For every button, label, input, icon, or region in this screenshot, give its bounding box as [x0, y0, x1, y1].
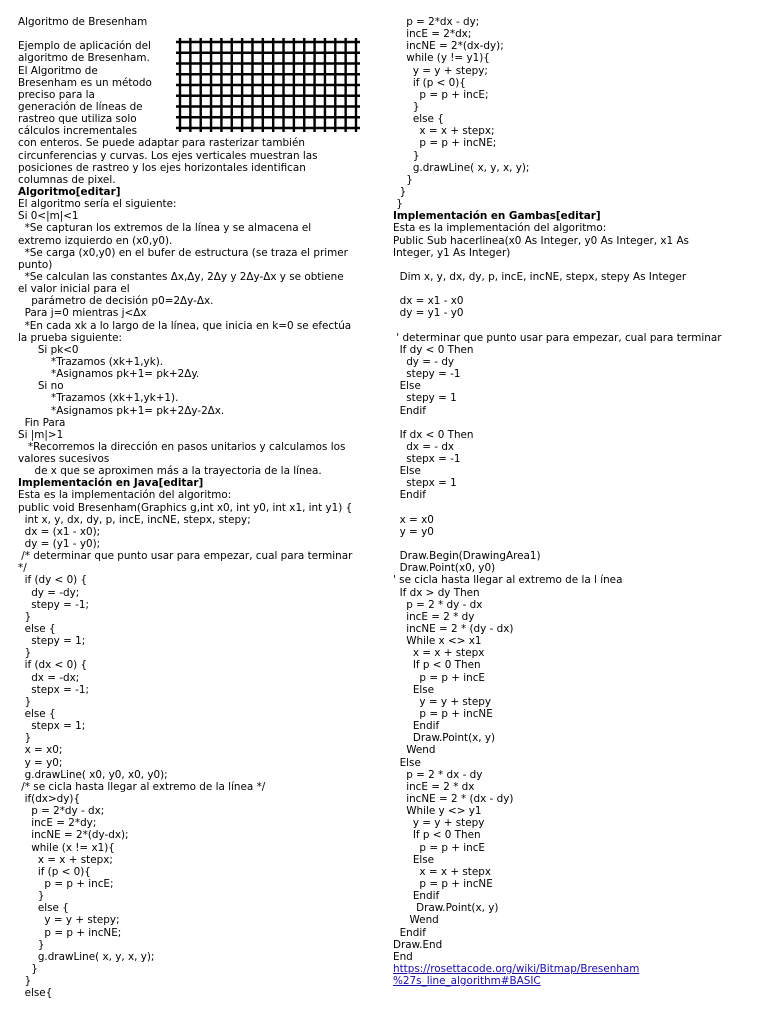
text-line: algoritmo de Bresenham. — [18, 52, 150, 65]
text-line: } — [393, 198, 403, 211]
text-line: } — [393, 185, 407, 198]
text-line: stepy = -1 — [393, 368, 461, 381]
text-line: incNE = 2 * (dx - dy) — [393, 793, 514, 805]
text-line: Else — [393, 465, 421, 478]
text-line: If p < 0 Then — [393, 829, 481, 842]
text-line: generación de líneas de — [18, 100, 143, 113]
text-line: p = p + incE; — [18, 877, 114, 890]
text-line: } — [393, 149, 420, 162]
text-line: dx = (x1 - x0); — [18, 525, 101, 538]
text-line: while (x != x1){ — [18, 841, 115, 854]
text-line: public void Bresenham(Graphics g,int x0, int y0, int x1, int y1) { — [18, 501, 353, 514]
text-line: posiciones de rastreo y los ejes horizontales identifican — [18, 161, 306, 174]
text-line: End — [393, 950, 413, 963]
text-line: Draw.Point(x, y) — [393, 732, 496, 745]
text-line: } — [18, 962, 38, 975]
text-line: rastreo que utiliza solo — [18, 113, 137, 126]
text-line: else { — [18, 902, 69, 915]
text-line: else { — [393, 113, 444, 126]
text-line: dy = y1 - y0 — [393, 307, 464, 320]
text-line: de x que se aproximen más a la trayectoria de la línea. — [18, 465, 322, 478]
text-line: If dx < 0 Then — [393, 428, 474, 441]
text-line: } — [18, 610, 32, 623]
text-line: Algoritmo de Bresenham — [18, 16, 148, 28]
text-line: incE = 2 * dx — [393, 780, 475, 793]
text-line: stepy = -1; — [18, 598, 90, 611]
text-line: dy = (y1 - y0); — [18, 538, 101, 551]
text-line: x = x0 — [393, 513, 434, 526]
text-line: ' determinar que punto usar para empezar, cual para terminar — [393, 331, 722, 344]
text-line — [393, 259, 745, 271]
text-line: dy = -dy; — [18, 586, 80, 599]
text-line: p = 2 * dx - dy — [393, 768, 483, 781]
text-line: stepy = 1; — [18, 635, 86, 648]
raster-grid-image — [176, 38, 360, 132]
text-line: Draw.Begin(DrawingArea1) — [393, 550, 541, 563]
text-line: Si 0<|m|<1 — [18, 210, 79, 223]
section-heading: Implementación en Java[editar] — [18, 477, 204, 490]
text-line: Endif — [393, 489, 426, 502]
left-column — [18, 16, 376, 999]
text-line: } — [18, 975, 32, 988]
text-line: y = y0; — [18, 756, 63, 769]
text-line: x = x + stepx — [393, 647, 485, 660]
text-line: p = p + incE; — [393, 88, 489, 101]
text-line: El Algoritmo de — [18, 64, 98, 77]
text-line: } — [393, 100, 420, 113]
text-line: While x <> x1 — [393, 635, 482, 648]
text-line: dx = x1 - x0 — [393, 295, 464, 308]
text-line: cálculos incrementales — [18, 125, 138, 138]
text-line: Draw.End — [393, 938, 443, 951]
text-line: g.drawLine( x0, y0, x0, y0); — [18, 768, 168, 781]
text-line: x = x + stepx; — [393, 125, 495, 138]
text-line: Para j=0 mientras j<Δx — [18, 307, 147, 320]
text-line: If p < 0 Then — [393, 659, 481, 672]
text-line: If dx > dy Then — [393, 586, 480, 599]
text-line: *Se carga (x0,y0) en el bufer de estructura (se traza el primer — [18, 246, 348, 259]
text-line: if (dx < 0) { — [18, 659, 88, 672]
text-line: p = 2 * dy - dx — [393, 598, 483, 611]
text-line: g.drawLine( x, y, x, y); — [18, 950, 155, 963]
text-line: y = y + stepy; — [18, 914, 120, 927]
text-line: if(dx>dy){ — [18, 793, 81, 805]
text-line: la prueba siguiente: — [18, 331, 122, 344]
text-line: Bresenham es un método — [18, 76, 152, 89]
text-line: y = y + stepy; — [393, 64, 488, 77]
text-line: p = p + incNE — [393, 708, 493, 721]
text-line: } — [18, 732, 32, 745]
text-line: Esta es la implementación del algoritmo: — [18, 489, 232, 502]
text-line: el valor inicial para el — [18, 283, 130, 296]
text-line: con enteros. Se puede adaptar para rasterizar también — [18, 137, 305, 150]
reference-link[interactable]: https://rosettacode.org/wiki/Bitmap/Bresenham — [393, 962, 640, 975]
text-line: */ — [18, 562, 27, 575]
text-line: Endif — [393, 926, 426, 939]
right-column — [393, 16, 745, 987]
text-line: y = y + stepy — [393, 695, 491, 708]
text-line — [393, 320, 745, 332]
text-line: Draw.Point(x0, y0) — [393, 562, 496, 575]
text-line: valores sucesivos — [18, 453, 110, 466]
text-line: stepx = 1; — [18, 720, 86, 733]
text-line: y = y + stepy — [393, 817, 485, 830]
text-line: Endif — [393, 404, 426, 417]
text-line: x = x + stepx; — [18, 853, 113, 866]
text-line: p = p + incE — [393, 841, 485, 854]
text-line: else{ — [18, 987, 53, 1000]
text-line: incE = 2 * dy — [393, 610, 475, 623]
text-line: incNE = 2*(dy-dx); — [18, 829, 129, 842]
text-line: if (p < 0){ — [393, 76, 466, 89]
text-line: El algoritmo sería el siguiente: — [18, 198, 177, 211]
text-line: Fin Para — [18, 416, 66, 429]
text-line: Else — [393, 756, 421, 769]
text-line: *Trazamos (xk+1,yk+1). — [18, 392, 179, 405]
text-line: Dim x, y, dx, dy, p, incE, incNE, stepx, stepy As Integer — [393, 270, 687, 283]
text-line: if (p < 0){ — [18, 865, 91, 878]
text-line: else { — [18, 708, 56, 721]
text-line: /* se cicla hasta llegar al extremo de la línea */ — [18, 780, 266, 793]
text-line: Endif — [393, 890, 440, 903]
text-line: Endif — [393, 720, 440, 733]
text-line: parámetro de decisión p0=2Δy-Δx. — [18, 295, 214, 308]
text-line: stepx = -1 — [393, 453, 461, 466]
text-line: punto) — [18, 258, 53, 271]
text-line: *Recorremos la dirección en pasos unitarios y calculamos los — [18, 440, 346, 453]
reference-link[interactable]: %27s_line_algorithm#BASIC — [393, 975, 541, 988]
text-line: Else — [393, 380, 421, 393]
text-line: else { — [18, 623, 56, 636]
text-line: } — [18, 695, 32, 708]
text-line: int x, y, dx, dy, p, incE, incNE, stepx, stepy; — [18, 513, 251, 526]
text-line: *Se capturan los extremos de la línea y se almacena el — [18, 222, 312, 235]
text-line — [393, 538, 745, 550]
text-line: preciso para la — [18, 88, 95, 101]
text-line: extremo izquierdo en (x0,y0). — [18, 234, 173, 247]
text-line: } — [18, 647, 32, 660]
text-line: stepx = 1 — [393, 477, 457, 490]
text-line: Wend — [393, 914, 439, 927]
text-line: Esta es la implementación del algoritmo: — [393, 222, 607, 235]
text-line: x = x0; — [18, 744, 63, 757]
text-line: p = p + incNE; — [393, 137, 497, 150]
text-line — [393, 417, 745, 429]
text-line: *Trazamos (xk+1,yk). — [18, 355, 164, 368]
text-line: if (dy < 0) { — [18, 574, 88, 587]
text-line: Integer, y1 As Integer) — [393, 246, 511, 259]
text-line: columnas de pixel. — [18, 173, 116, 186]
text-line: Else — [393, 853, 435, 866]
text-line: Si no — [18, 380, 64, 393]
text-line: p = p + incE — [393, 671, 485, 684]
text-line: stepx = -1; — [18, 683, 90, 696]
text-line: *Asignamos pk+1= pk+2Δy. — [18, 368, 200, 381]
text-line: Draw.Point(x, y) — [393, 902, 499, 915]
text-line: } — [18, 890, 45, 903]
text-line: p = 2*dy - dx; — [18, 805, 105, 818]
text-line: y = y0 — [393, 525, 434, 538]
text-line: *En cada xk a lo largo de la línea, que inicia en k=0 se efectúa — [18, 319, 352, 332]
text-line: dx = - dx — [393, 440, 455, 453]
text-line: incE = 2*dx; — [393, 28, 472, 41]
text-line: /* determinar que punto usar para empezar, cual para terminar — [18, 550, 353, 563]
text-line: Si |m|>1 — [18, 428, 64, 441]
text-line: circunferencias y curvas. Los ejes verticales muestran las — [18, 149, 318, 162]
text-line: p = p + incNE; — [18, 926, 122, 939]
text-line: *Asignamos pk+1= pk+2Δy-2Δx. — [18, 404, 225, 417]
text-line: Wend — [393, 744, 436, 757]
text-line: p = p + incNE — [393, 877, 493, 890]
section-heading: Implementación en Gambas[editar] — [393, 210, 601, 223]
text-line — [393, 502, 745, 514]
text-line: } — [18, 938, 45, 951]
text-line: dy = - dy — [393, 355, 455, 368]
text-line: incNE = 2 * (dy - dx) — [393, 623, 514, 636]
text-line: } — [393, 173, 413, 186]
text-line: While y <> y1 — [393, 805, 482, 818]
text-line: Ejemplo de aplicación del — [18, 40, 151, 53]
text-line: *Se calculan las constantes Δx,Δy, 2Δy y 2Δy-Δx y se obtiene — [18, 270, 344, 283]
text-line: incE = 2*dy; — [18, 817, 97, 830]
text-line — [393, 283, 745, 295]
text-line: while (y != y1){ — [393, 52, 490, 65]
text-line: Public Sub hacerlinea(x0 As Integer, y0 As Integer, x1 As — [393, 234, 689, 247]
text-line: stepy = 1 — [393, 392, 457, 405]
text-line: If dy < 0 Then — [393, 343, 474, 356]
section-heading: Algoritmo[editar] — [18, 185, 121, 198]
text-line: incNE = 2*(dx-dy); — [393, 40, 504, 53]
text-line: Si pk<0 — [18, 343, 79, 356]
text-line: x = x + stepx — [393, 865, 491, 878]
text-line: Else — [393, 683, 435, 696]
text-line: g.drawLine( x, y, x, y); — [393, 161, 530, 174]
text-line: dx = -dx; — [18, 671, 80, 684]
text-line: ' se cicla hasta llegar al extremo de la l ínea — [393, 574, 623, 587]
text-line: p = 2*dx - dy; — [393, 16, 480, 28]
